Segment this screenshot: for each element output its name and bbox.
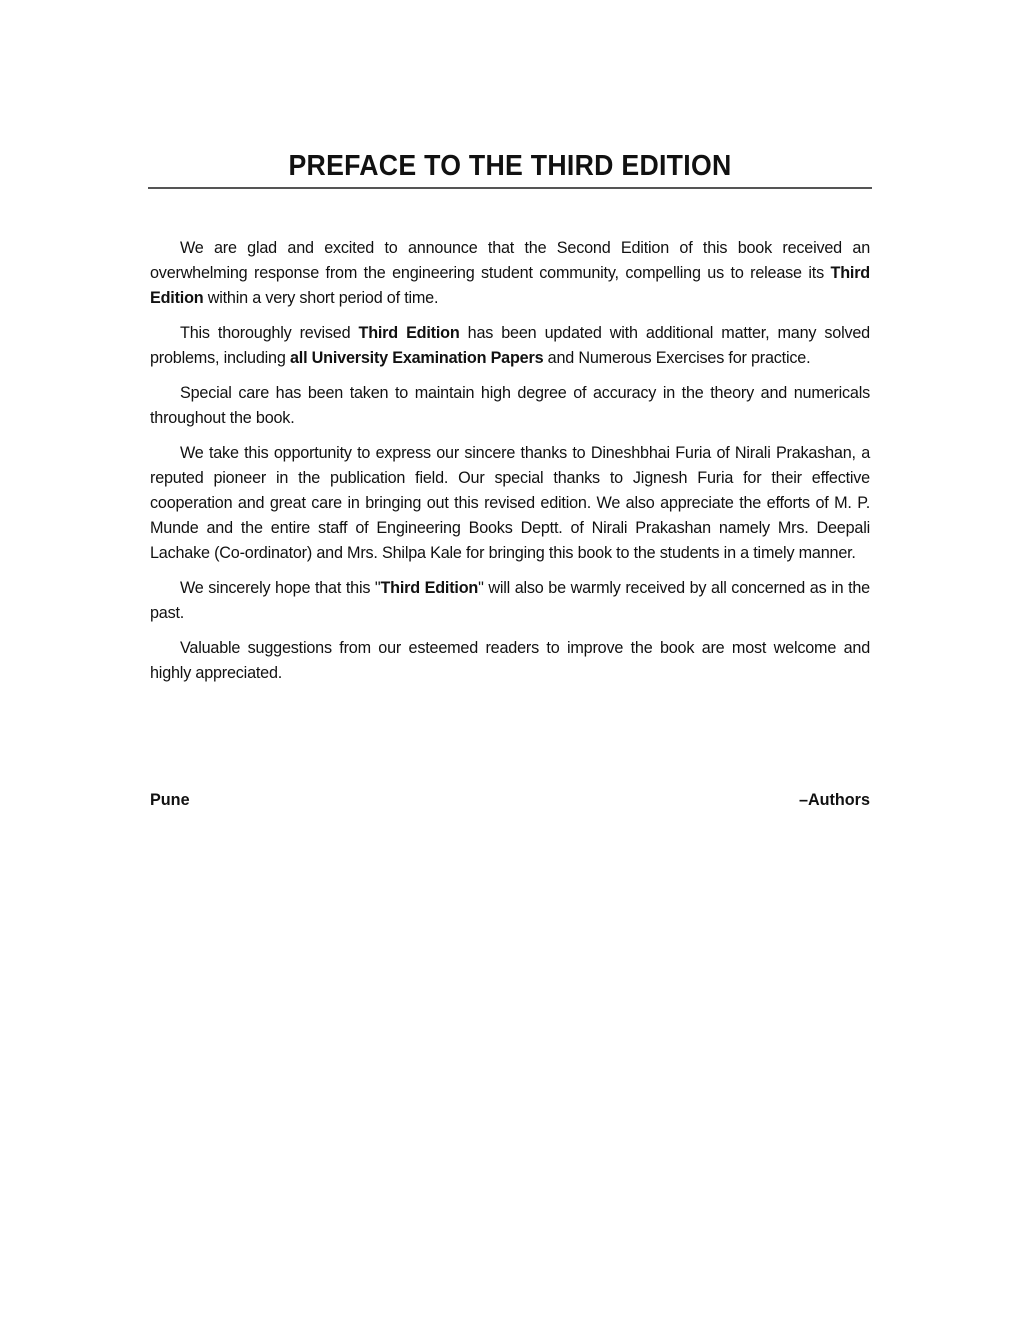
text-segment: Valuable suggestions from our esteemed readers to improve the book are most welcome and highly appreciated. — [150, 639, 870, 682]
preface-body — [150, 236, 870, 696]
paragraph — [150, 381, 870, 431]
paragraph — [150, 636, 870, 686]
text-segment: We are glad and excited to announce that the Second Edition of this book received an overwhelming response from the engineering student community, compelling us to release its — [150, 239, 870, 282]
text-segment: " will also be warmly received by all concerned as in the past. — [150, 579, 870, 622]
text-segment: This thoroughly revised — [180, 324, 359, 342]
signature-line — [150, 791, 870, 810]
paragraph — [150, 321, 870, 371]
text-segment: has been updated with additional matter, many solved problems, including — [150, 324, 870, 367]
title-underline — [148, 187, 872, 189]
bold-text: Third Edition — [380, 579, 479, 597]
bold-text: all University Examination Papers — [289, 349, 544, 367]
signature-place: Pune — [150, 791, 190, 809]
paragraph — [150, 441, 870, 566]
page-title: PREFACE TO THE THIRD EDITION — [288, 150, 732, 182]
text-segment: within a very short period of time. — [203, 289, 439, 307]
text-segment: and Numerous Exercises for practice. — [543, 349, 811, 367]
bold-text: Third Edition — [150, 264, 870, 307]
signature-author: –Authors — [798, 791, 870, 809]
text-segment: Special care has been taken to maintain high degree of accuracy in the theory and numericals throughout the book. — [150, 384, 870, 427]
paragraph — [150, 236, 870, 311]
text-segment: We sincerely hope that this " — [180, 579, 381, 597]
bold-text: Third Edition — [358, 324, 460, 342]
text-segment: We take this opportunity to express our sincere thanks to Dineshbhai Furia of Nirali Prakashan, a reputed pioneer in the publication field. Our special thanks to Jignesh Furia for their effective cooperation and great care in bringing out this revised edition. We also appreciate the efforts of M. P. Munde and the entire staff of Engineering Books Deptt. of Nirali Prakashan namely Mrs. Deepali Lachake (Co-ordinator) and Mrs. Shilpa Kale for bringing this book to the students in a timely manner. — [150, 444, 870, 562]
paragraph — [150, 576, 870, 626]
